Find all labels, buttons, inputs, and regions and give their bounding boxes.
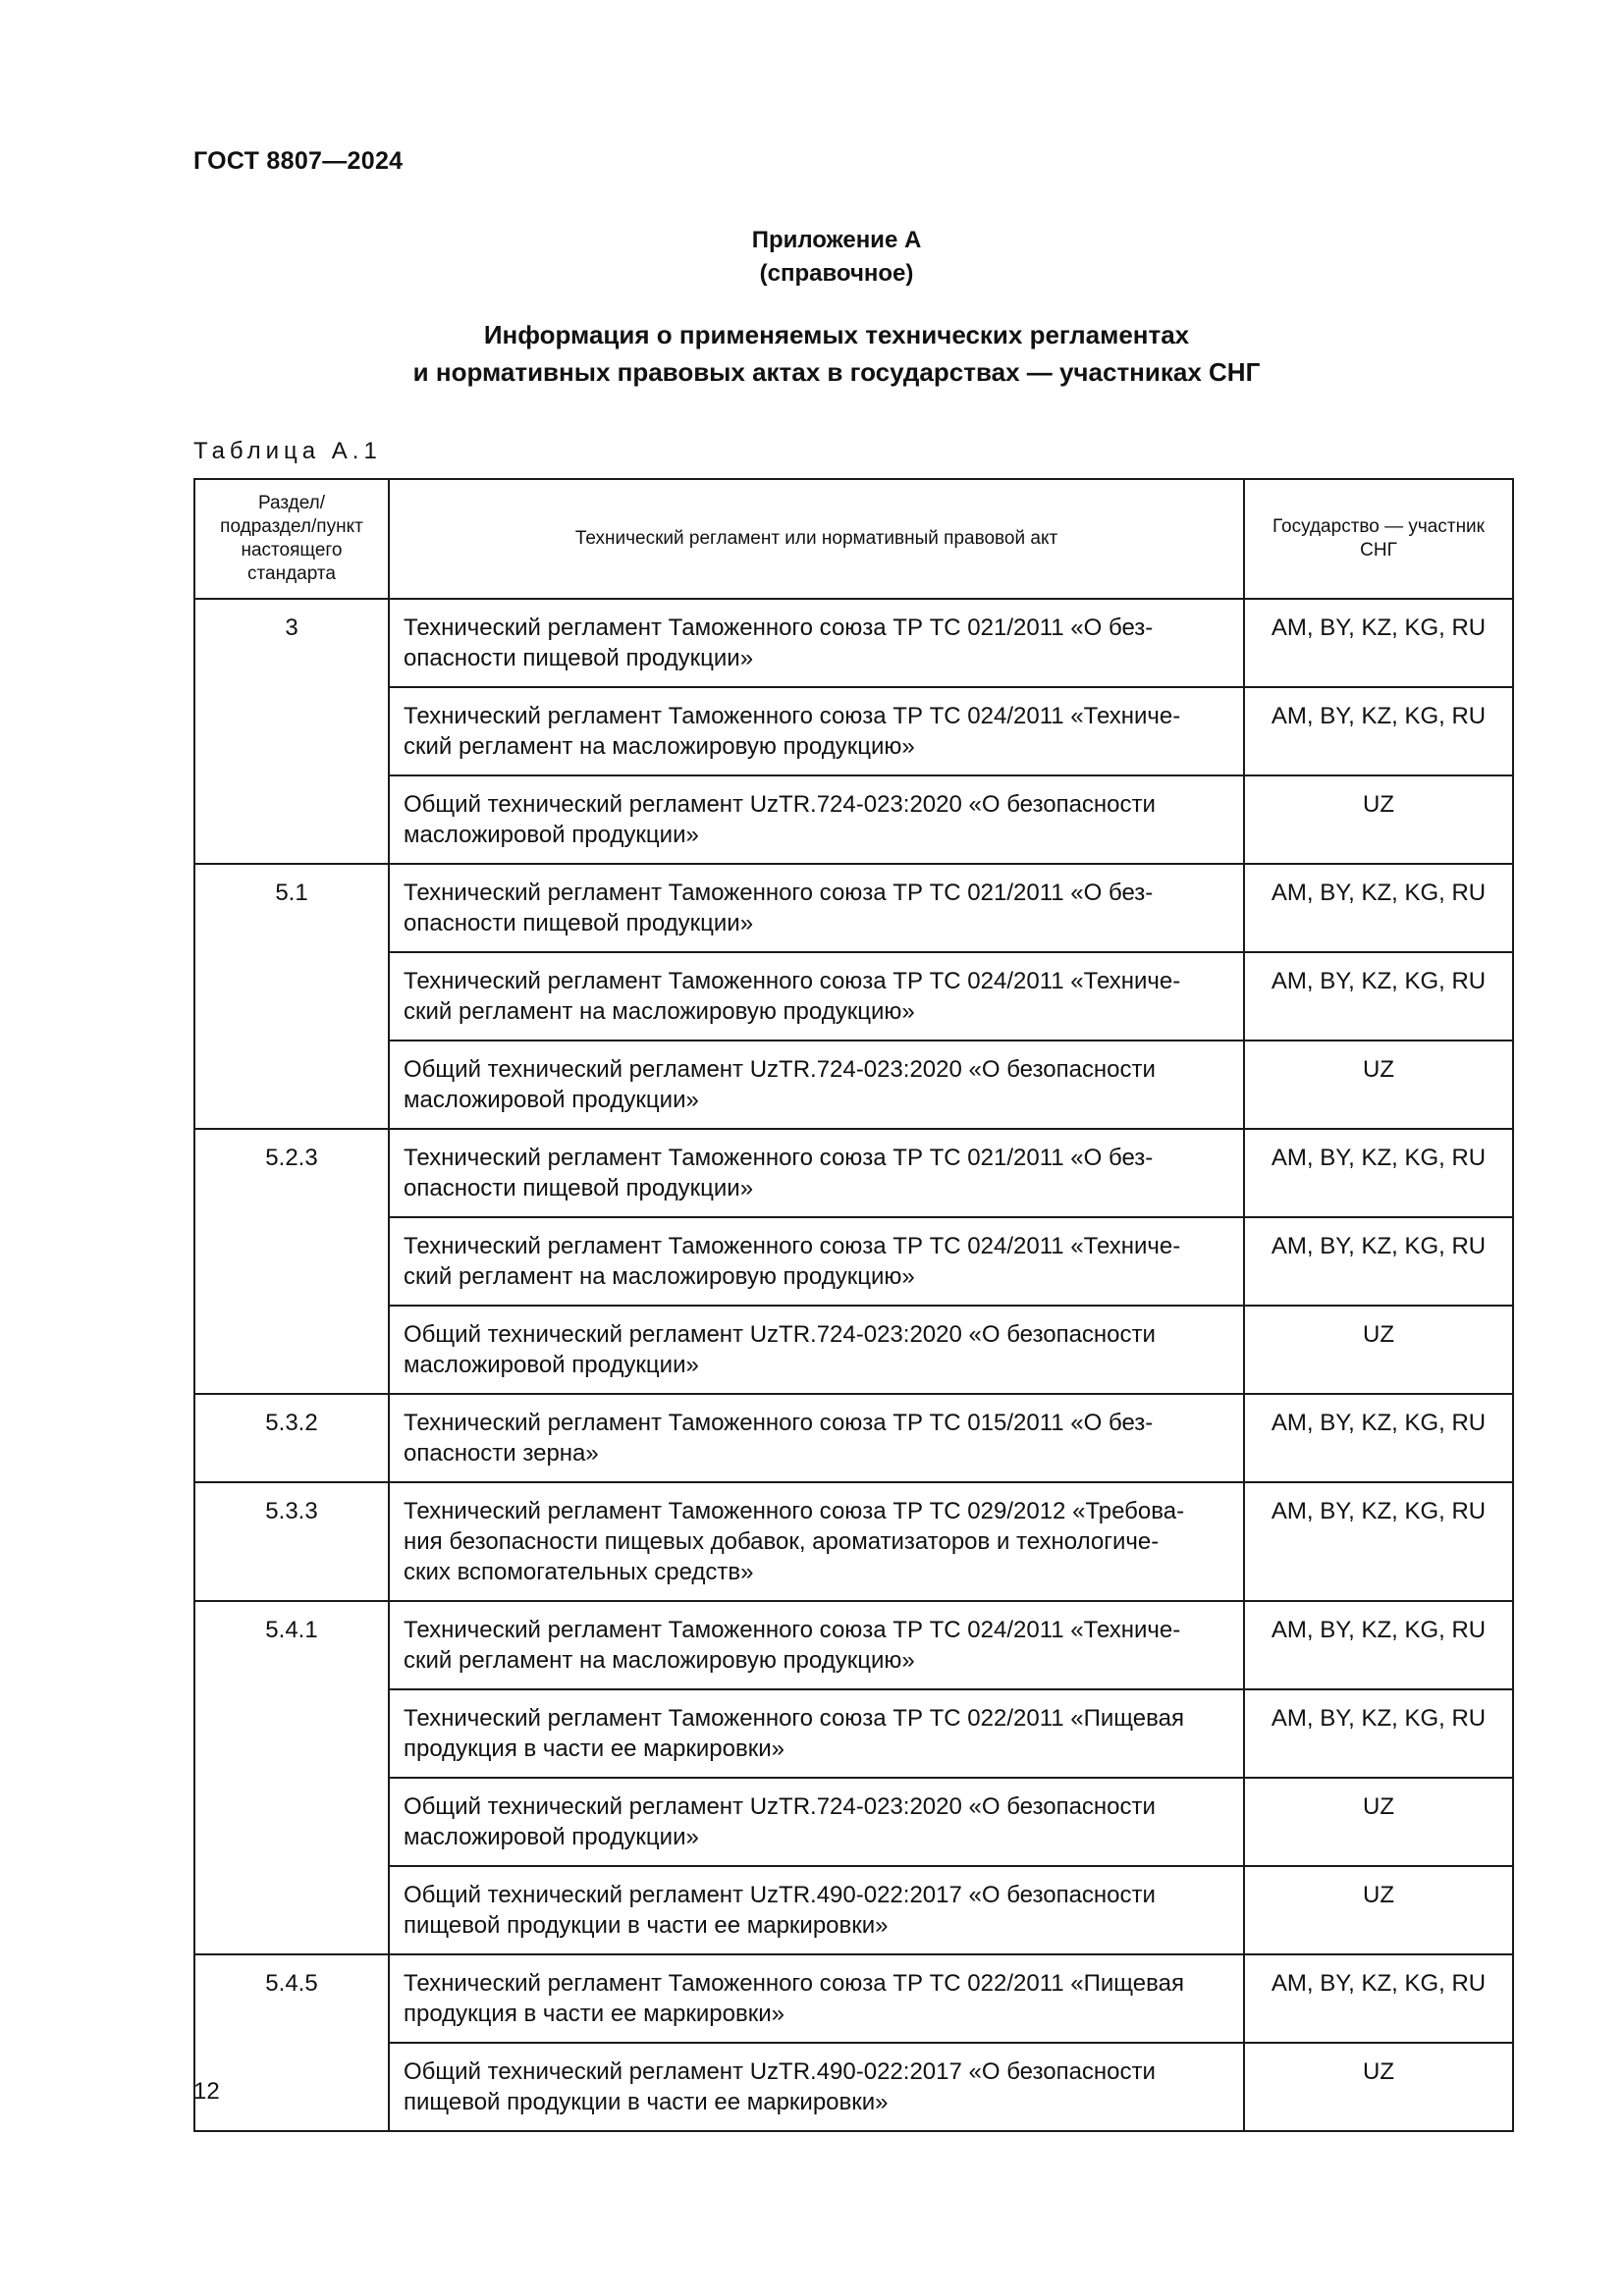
header-state <box>1244 479 1513 599</box>
act-line: Технический регламент Таможенного союза ТР ТС 024/2011 «Техниче- <box>404 968 1181 994</box>
act-cell <box>389 1778 1244 1866</box>
act-cell <box>389 1866 1244 1954</box>
state-cell: AM, BY, KZ, KG, RU <box>1244 1482 1513 1601</box>
act-cell <box>389 1482 1244 1601</box>
table-row <box>194 1601 1513 1689</box>
act-line: продукция в части ее маркировки» <box>404 1735 785 1762</box>
state-cell: AM, BY, KZ, KG, RU <box>1244 1601 1513 1689</box>
header-state-line: СНГ <box>1360 540 1397 561</box>
act-cell <box>389 1394 1244 1482</box>
section-title-line-1: Информация о применяемых технических регламентах <box>483 320 1190 349</box>
header-section-line: настоящего <box>241 540 343 561</box>
act-line: Технический регламент Таможенного союза ТР ТС 021/2011 «О без- <box>404 880 1154 906</box>
act-cell <box>389 1041 1244 1129</box>
table-row <box>194 1217 1513 1306</box>
table-row <box>194 1482 1513 1601</box>
section-cell: 5.4.1 <box>194 1601 389 1954</box>
act-line: Технический регламент Таможенного союза ТР ТС 021/2011 «О без- <box>404 614 1154 641</box>
page-number: 12 <box>193 2078 220 2105</box>
table-row <box>194 1866 1513 1954</box>
table-row <box>194 1954 1513 2043</box>
appendix-subtitle: (справочное) <box>759 260 914 287</box>
act-cell <box>389 1601 1244 1689</box>
act-line: ских вспомогательных средств» <box>404 1559 754 1585</box>
header-section-line: стандарта <box>247 563 336 584</box>
table-row <box>194 2043 1513 2131</box>
act-line: ский регламент на масложировую продукцию» <box>404 1263 915 1290</box>
section-cell: 5.4.5 <box>194 1954 389 2131</box>
state-cell: UZ <box>1244 1866 1513 1954</box>
state-cell: AM, BY, KZ, KG, RU <box>1244 1954 1513 2043</box>
state-cell: AM, BY, KZ, KG, RU <box>1244 1129 1513 1217</box>
act-line: Технический регламент Таможенного союза ТР ТС 024/2011 «Техниче- <box>404 1233 1181 1259</box>
act-cell <box>389 599 1244 687</box>
act-line: Технический регламент Таможенного союза ТР ТС 022/2011 «Пищевая <box>404 1705 1184 1732</box>
header-section-line: Раздел/ <box>257 493 326 513</box>
act-line: опасности пищевой продукции» <box>404 910 754 936</box>
act-line: Общий технический регламент UzTR.724-023:2020 «О безопасности <box>404 791 1156 818</box>
table-row <box>194 952 1513 1041</box>
section-cell: 5.2.3 <box>194 1129 389 1394</box>
table-row <box>194 775 1513 864</box>
section-cell: 5.3.3 <box>194 1482 389 1601</box>
state-cell: AM, BY, KZ, KG, RU <box>1244 1217 1513 1306</box>
act-line: ский регламент на масложировую продукцию» <box>404 1647 915 1674</box>
act-cell <box>389 1217 1244 1306</box>
header-section <box>194 479 389 599</box>
act-cell <box>389 1129 1244 1217</box>
table-caption: Таблица А.1 <box>193 438 382 464</box>
act-line: Технический регламент Таможенного союза ТР ТС 022/2011 «Пищевая <box>404 1970 1184 1997</box>
act-line: пищевой продукции в части ее маркировки» <box>404 1912 889 1939</box>
table-body <box>194 599 1513 2131</box>
section-title <box>0 316 1624 391</box>
act-cell <box>389 687 1244 775</box>
state-cell: UZ <box>1244 1306 1513 1394</box>
act-line: Общий технический регламент UzTR.724-023:2020 «О безопасности <box>404 1793 1156 1820</box>
act-line: опасности зерна» <box>404 1440 599 1467</box>
table-row <box>194 1306 1513 1394</box>
act-line: Общий технический регламент UzTR.724-023:2020 «О безопасности <box>404 1321 1156 1348</box>
state-cell: UZ <box>1244 775 1513 864</box>
act-line: пищевой продукции в части ее маркировки» <box>404 2089 889 2115</box>
act-line: масложировой продукции» <box>404 1824 699 1850</box>
act-line: опасности пищевой продукции» <box>404 1175 754 1201</box>
table-row <box>194 599 1513 687</box>
table-row <box>194 1041 1513 1129</box>
state-cell: AM, BY, KZ, KG, RU <box>1244 952 1513 1041</box>
section-title-line-2: и нормативных правовых актах в государствах — участниках СНГ <box>412 357 1261 387</box>
state-cell: AM, BY, KZ, KG, RU <box>1244 1689 1513 1778</box>
act-line: Технический регламент Таможенного союза ТР ТС 024/2011 «Техниче- <box>404 703 1181 729</box>
state-cell: UZ <box>1244 1778 1513 1866</box>
act-line: Общий технический регламент UzTR.490-022:2017 «О безопасности <box>404 1882 1156 1908</box>
table-row <box>194 1689 1513 1778</box>
act-cell <box>389 864 1244 952</box>
act-line: масложировой продукции» <box>404 1087 699 1113</box>
header-state-line: Государство — участник <box>1272 516 1485 537</box>
state-cell: AM, BY, KZ, KG, RU <box>1244 599 1513 687</box>
state-cell: AM, BY, KZ, KG, RU <box>1244 864 1513 952</box>
act-cell <box>389 952 1244 1041</box>
act-line: Технический регламент Таможенного союза ТР ТС 029/2012 «Требова- <box>404 1498 1185 1524</box>
act-line: масложировой продукции» <box>404 1352 699 1378</box>
header-act: Технический регламент или нормативный правовой акт <box>389 479 1244 599</box>
act-line: опасности пищевой продукции» <box>404 645 754 671</box>
act-line: ния безопасности пищевых добавок, ароматизаторов и технологиче- <box>404 1528 1160 1555</box>
act-line: ский регламент на масложировую продукцию» <box>404 998 915 1025</box>
section-cell: 5.1 <box>194 864 389 1129</box>
state-cell: UZ <box>1244 1041 1513 1129</box>
appendix-heading <box>0 224 1624 291</box>
table-row <box>194 687 1513 775</box>
section-cell: 5.3.2 <box>194 1394 389 1482</box>
act-cell <box>389 1689 1244 1778</box>
appendix-title: Приложение А <box>751 227 922 253</box>
act-line: Технический регламент Таможенного союза ТР ТС 015/2011 «О без- <box>404 1410 1154 1436</box>
act-line: продукция в части ее маркировки» <box>404 2001 785 2027</box>
table-row <box>194 1778 1513 1866</box>
regulations-table <box>193 478 1514 2132</box>
act-cell <box>389 2043 1244 2131</box>
act-cell <box>389 1306 1244 1394</box>
state-cell: AM, BY, KZ, KG, RU <box>1244 687 1513 775</box>
table-row <box>194 1394 1513 1482</box>
table-row <box>194 864 1513 952</box>
act-line: Технический регламент Таможенного союза ТР ТС 021/2011 «О без- <box>404 1145 1154 1171</box>
state-cell: UZ <box>1244 2043 1513 2131</box>
document-code: ГОСТ 8807—2024 <box>193 147 404 175</box>
header-section-line: подраздел/пункт <box>220 516 363 537</box>
act-cell <box>389 775 1244 864</box>
act-line: масложировой продукции» <box>404 822 699 848</box>
state-cell: AM, BY, KZ, KG, RU <box>1244 1394 1513 1482</box>
table-header-row <box>194 479 1513 599</box>
section-cell: 3 <box>194 599 389 864</box>
table-row <box>194 1129 1513 1217</box>
act-cell <box>389 1954 1244 2043</box>
act-line: Технический регламент Таможенного союза ТР ТС 024/2011 «Техниче- <box>404 1617 1181 1643</box>
act-line: ский регламент на масложировую продукцию» <box>404 733 915 760</box>
act-line: Общий технический регламент UzTR.724-023:2020 «О безопасности <box>404 1056 1156 1083</box>
act-line: Общий технический регламент UzTR.490-022:2017 «О безопасности <box>404 2058 1156 2085</box>
